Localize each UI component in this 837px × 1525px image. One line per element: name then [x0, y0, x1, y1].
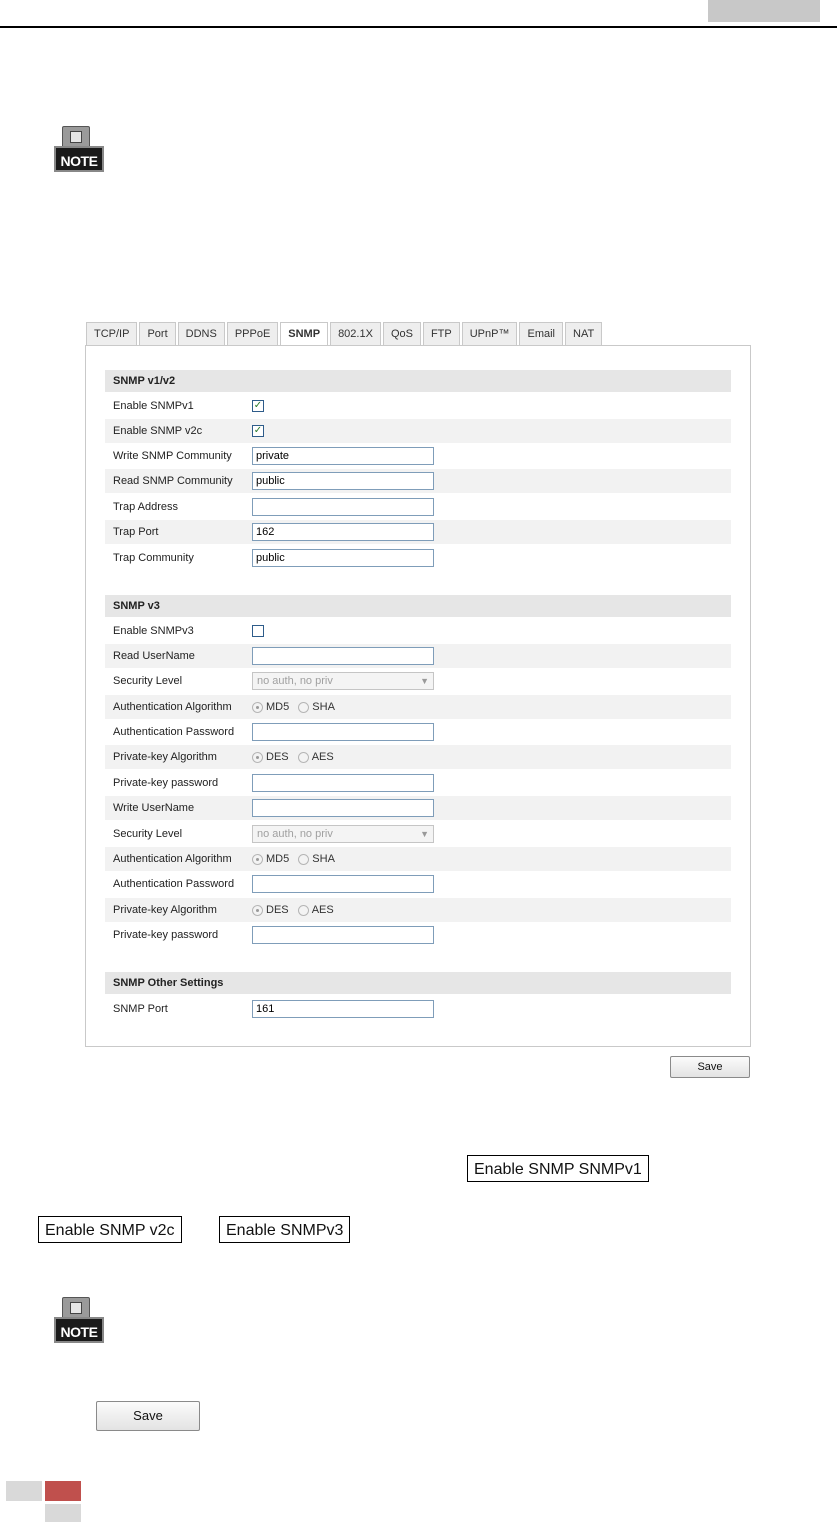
- read-sha-radio[interactable]: [298, 702, 309, 713]
- write-des-label: DES: [266, 904, 289, 917]
- note-label: NOTE: [54, 146, 104, 172]
- section-title-snmp-other: SNMP Other Settings: [105, 972, 731, 994]
- write-auth-password-label: Authentication Password: [113, 878, 235, 890]
- read-priv-password-label: Private-key password: [113, 777, 219, 789]
- write-sha-label: SHA: [312, 853, 335, 866]
- read-aes-radio[interactable]: [298, 752, 309, 763]
- row-write-auth-algo: [105, 847, 731, 871]
- tab-nat[interactable]: NAT: [565, 322, 602, 346]
- write-username-input[interactable]: [252, 799, 434, 817]
- write-security-level-label: Security Level: [113, 828, 183, 840]
- snmp-port-input[interactable]: [252, 1000, 434, 1018]
- write-priv-password-label: Private-key password: [113, 929, 219, 941]
- write-md5-label: MD5: [266, 853, 290, 866]
- write-auth-algo-label: Authentication Algorithm: [113, 853, 232, 865]
- read-auth-password-label: Authentication Password: [113, 726, 235, 738]
- write-username-label: Write UserName: [113, 802, 195, 814]
- read-community-label: Read SNMP Community: [113, 475, 233, 487]
- write-des-radio[interactable]: [252, 905, 263, 916]
- read-auth-algo-radios: [252, 695, 341, 719]
- row-read-auth-password: [105, 720, 731, 744]
- save-button[interactable]: Save: [670, 1056, 750, 1078]
- write-auth-algo-radios: [252, 847, 341, 871]
- write-priv-password-input[interactable]: [252, 926, 434, 944]
- row-write-username: [105, 796, 731, 820]
- chevron-down-icon: ▼: [420, 676, 429, 686]
- row-enable-snmpv2c: [105, 419, 731, 443]
- trap-port-label: Trap Port: [113, 526, 159, 538]
- write-priv-algo-radios: [252, 898, 340, 922]
- enable-snmpv1-label: Enable SNMPv1: [113, 400, 194, 412]
- write-auth-password-input[interactable]: [252, 875, 434, 893]
- write-aes-label: AES: [311, 904, 334, 917]
- save-button-illustration: Save: [96, 1401, 200, 1431]
- read-username-label: Read UserName: [113, 650, 195, 662]
- tab-tcpip[interactable]: TCP/IP: [86, 322, 137, 346]
- row-write-priv-password: [105, 923, 731, 947]
- tab-8021x[interactable]: 802.1X: [330, 322, 381, 346]
- read-md5-radio[interactable]: [252, 702, 263, 713]
- trap-address-input[interactable]: [252, 498, 434, 516]
- enable-snmp-v2c-callout: Enable SNMP v2c: [38, 1216, 182, 1243]
- enable-snmpv2c-checkbox[interactable]: ✓: [253, 425, 263, 436]
- trap-community-label: Trap Community: [113, 552, 194, 564]
- read-aes-label: AES: [311, 751, 334, 764]
- write-security-level-value: no auth, no priv: [257, 828, 333, 840]
- row-read-auth-algo: [105, 695, 731, 719]
- row-enable-snmpv3: [105, 619, 731, 643]
- read-des-radio[interactable]: [252, 752, 263, 763]
- read-md5-label: MD5: [266, 701, 290, 714]
- footer-square-red: [45, 1481, 81, 1501]
- trap-community-input[interactable]: [252, 549, 434, 567]
- enable-snmpv1-checkbox[interactable]: ✓: [253, 400, 263, 411]
- footer-square-gray-lower: [45, 1504, 81, 1522]
- row-read-security-level: [105, 669, 731, 693]
- write-sha-radio[interactable]: [298, 854, 309, 865]
- tab-ftp[interactable]: FTP: [423, 322, 460, 346]
- read-des-label: DES: [266, 751, 289, 764]
- read-security-level-value: no auth, no priv: [257, 675, 333, 687]
- write-community-input[interactable]: [252, 447, 434, 465]
- enable-snmpv3-label: Enable SNMPv3: [113, 625, 194, 637]
- tab-pppoe[interactable]: PPPoE: [227, 322, 278, 346]
- enable-snmp-snmpv1-callout: Enable SNMP SNMPv1: [467, 1155, 649, 1182]
- trap-address-label: Trap Address: [113, 501, 179, 513]
- row-write-security-level: [105, 822, 731, 846]
- write-aes-radio[interactable]: [298, 905, 309, 916]
- read-sha-label: SHA: [312, 701, 335, 714]
- header-rule: [0, 26, 837, 28]
- row-write-priv-algo: [105, 898, 731, 922]
- chevron-down-icon: ▼: [420, 829, 429, 839]
- row-write-auth-password: [105, 872, 731, 896]
- row-write-community: [105, 444, 731, 468]
- tab-email[interactable]: Email: [519, 322, 563, 346]
- read-priv-password-input[interactable]: [252, 774, 434, 792]
- write-security-level-select[interactable]: [252, 825, 434, 843]
- row-enable-snmpv1: [105, 394, 731, 418]
- header-tab-block: [708, 0, 820, 22]
- write-community-label: Write SNMP Community: [113, 450, 232, 462]
- row-snmp-port: [105, 997, 731, 1021]
- row-read-priv-algo: [105, 745, 731, 769]
- tab-bar: [86, 322, 604, 346]
- trap-port-input[interactable]: [252, 523, 434, 541]
- tab-port[interactable]: Port: [139, 322, 175, 346]
- read-security-level-select[interactable]: [252, 672, 434, 690]
- row-trap-community: [105, 546, 731, 570]
- read-auth-password-input[interactable]: [252, 723, 434, 741]
- read-community-input[interactable]: [252, 472, 434, 490]
- read-username-input[interactable]: [252, 647, 434, 665]
- write-priv-algo-label: Private-key Algorithm: [113, 904, 217, 916]
- row-read-community: [105, 469, 731, 493]
- read-priv-algo-label: Private-key Algorithm: [113, 751, 217, 763]
- tab-qos[interactable]: QoS: [383, 322, 421, 346]
- note-icon: [50, 126, 106, 176]
- note-label: NOTE: [54, 1317, 104, 1343]
- row-trap-address: [105, 495, 731, 519]
- section-title-snmp-v1v2: SNMP v1/v2: [105, 370, 731, 392]
- note-icon: [50, 1297, 106, 1347]
- read-priv-algo-radios: [252, 745, 340, 769]
- footer-square-gray: [6, 1481, 42, 1501]
- row-trap-port: [105, 520, 731, 544]
- tab-upnp[interactable]: UPnP™: [462, 322, 518, 346]
- tab-snmp[interactable]: SNMP: [280, 322, 328, 347]
- read-security-level-label: Security Level: [113, 675, 183, 687]
- enable-snmpv3-callout: Enable SNMPv3: [219, 1216, 350, 1243]
- write-md5-radio[interactable]: [252, 854, 263, 865]
- row-read-priv-password: [105, 771, 731, 795]
- enable-snmpv2c-label: Enable SNMP v2c: [113, 425, 203, 437]
- read-auth-algo-label: Authentication Algorithm: [113, 701, 232, 713]
- snmp-port-label: SNMP Port: [113, 1003, 168, 1015]
- enable-snmpv3-checkbox[interactable]: [252, 625, 264, 637]
- tab-ddns[interactable]: DDNS: [178, 322, 225, 346]
- section-title-snmp-v3: SNMP v3: [105, 595, 731, 617]
- row-read-username: [105, 644, 731, 668]
